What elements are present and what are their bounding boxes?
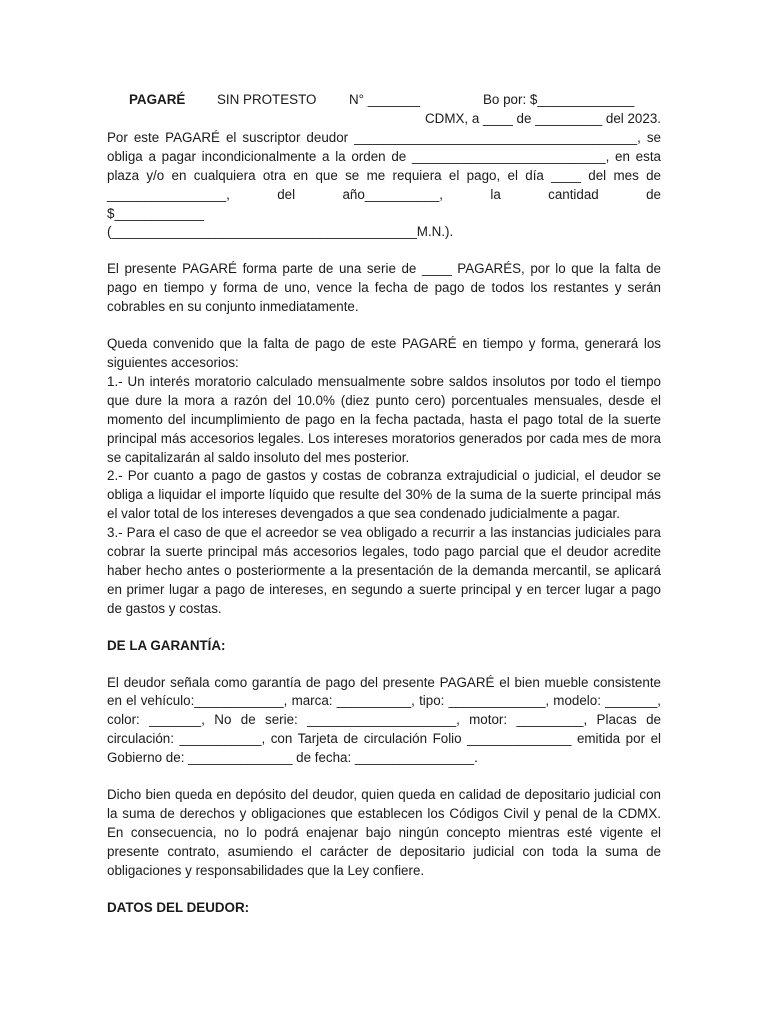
accesorio-item-2: 2.- Por cuanto a pago de gastos y costas de cobranza extrajudicial o judicial, el deudor se obliga a liquidar el importe líquido que resulte del 30% de la suma de la suerte principal más el valor total de los intereses devengados a que sea condenado judicialmente a pagar.	[107, 468, 661, 522]
intro-line: obliga a pagar incondicionalmente a la orden de __________________________, en esta	[107, 148, 661, 164]
document-title: PAGARÉ	[129, 92, 186, 107]
intro-line: (_________________________________________M.N.).	[107, 224, 454, 240]
pagare-document	[107, 91, 661, 918]
document-header	[107, 91, 661, 110]
depositario-paragraph: Dicho bien queda en depósito del deudor, quien queda en calidad de depositario judicial con la suma de derechos y obligaciones que establecen los Códigos Civil y penal de la CDMX. En consecuencia, no lo podrá enajenar bajo ningún concepto mientras esté vigente el presente contrato, asumiendo el carácter de depositario judicial con toda la suma de obligaciones y responsabilidades que la Ley confiere.	[107, 787, 661, 878]
intro-paragraph	[107, 129, 661, 242]
accesorio-item-1: 1.- Un interés moratorio calculado mensualmente sobre saldos insolutos por todo el tiempo que dure la mora a razón del 10.0% (diez punto cero) porcentuales mensuales, desde el momento del incumplimiento de pago en la fecha pactada, hasta el pago total de la suerte principal más accesorios legales. Los intereses moratorios generados por cada mes de mora se capitalizarán al saldo insoluto del mes posterior.	[107, 373, 661, 465]
intro-line: Por este PAGARÉ el suscriptor deudor ______________________________________, se	[107, 129, 661, 145]
garantia-heading: DE LA GARANTÍA:	[107, 637, 226, 653]
deudor-heading: DATOS DEL DEUDOR:	[107, 899, 250, 915]
place-date-line: CDMX, a ____ de _________ del 2023.	[424, 111, 661, 126]
intro-line: ________________, del año__________, la cantidad de $____________	[107, 186, 661, 221]
accesorio-item-3: 3.- Para el caso de que el acreedor se vea obligado a recurrir a las instancias judiciales para cobrar la suerte principal más accesorios legales, todo pago parcial que el deudor acredite haber hecho antes o posteriormente a la presentación de la demanda mercantil, se aplicará en primer lugar a pago de intereses, en segundo a suerte principal y en tercer lugar a pago de gastos y costas.	[107, 525, 661, 616]
bo-por-field: Bo por: $_____________	[483, 92, 635, 107]
serie-paragraph: El presente PAGARÉ forma parte de una serie de ____ PAGARÉS, por lo que la falta de pago en tiempo y forma de uno, vence la fecha de pago de todos los restantes y serán cobrables en su conjunto inmediatamente.	[107, 261, 661, 315]
accesorios-intro: Queda convenido que la falta de pago de este PAGARÉ en tiempo y forma, generará los siguientes accesorios:	[107, 336, 661, 370]
garantia-paragraph: El deudor señala como garantía de pago del presente PAGARÉ el bien mueble consistente en el vehículo:____________, marca: __________, tipo: _____________, modelo: _______, color: _______, No de serie: ____________________, motor: _________, Placas de circulación: ___________, con Tarjeta de circulación Folio ______________ emitida por el Gobierno de: ______________ de fecha: ________________.	[107, 674, 661, 766]
numero-field: N° _______	[349, 92, 420, 107]
sin-protesto-label: SIN PROTESTO	[217, 92, 317, 107]
intro-line: plaza y/o en cualquiera otra en que se me requiera el pago, el día ____ del mes de	[107, 167, 661, 183]
